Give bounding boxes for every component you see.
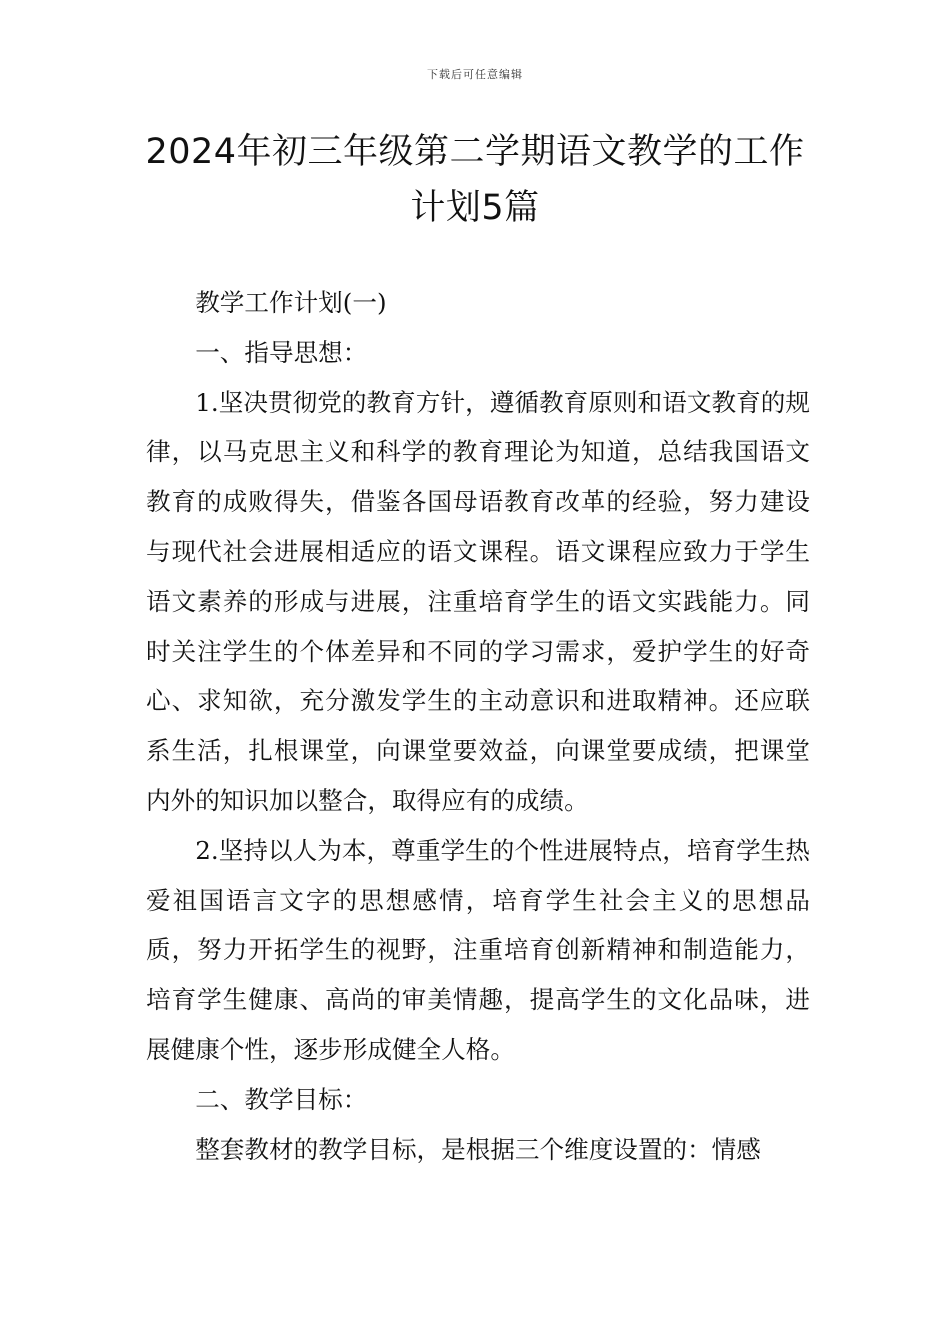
section-heading-guiding-ideology: 一、指导思想： — [195, 337, 368, 367]
paragraph-item-1: 1.坚决贯彻党的教育方针，遵循教育原则和语文教育的规律，以马克思主义和科学的教育理论为知道，总结我国语文教育的成败得失，借鉴各国母语教育改革的经验，努力建设与现代社会进展相适应的语文课程。语文课程应致力于学生语文素养的形成与进展，注重培育学生的语文实践能力。同时关注学生的个体差异和不同的学习需求，爱护学生的好奇心、求知欲，充分激发学生的主动意识和进取精神。还应联系生活，扎根课堂，向课堂要效益，向课堂要成绩，把课堂内外的知识加以整合，取得应有的成绩。 — [146, 387, 810, 815]
header-note: 下载后可任意编辑 — [427, 68, 523, 81]
paragraph-teaching-goals: 整套教材的教学目标，是根据三个维度设置的：情感 — [195, 1134, 761, 1164]
title-line-2: 计划5篇 — [410, 188, 540, 228]
title-line-1: 2024年初三年级第二学期语文教学的工作 — [145, 132, 805, 172]
paragraph-item-2: 2.坚持以人为本，尊重学生的个性进展特点，培育学生热爱祖国语言文字的思想感情，培育学生社会主义的思想品质，努力开拓学生的视野，注重培育创新精神和制造能力，培育学生健康、高尚的审美情趣，提高学生的文化品味，进展健康个性，逐步形成健全人格。 — [146, 835, 810, 1064]
section-heading-teaching-goals: 二、教学目标： — [195, 1084, 368, 1114]
section-heading-plan-one: 教学工作计划(一) — [195, 288, 387, 317]
document-body — [146, 278, 810, 1174]
document-title — [120, 124, 830, 236]
